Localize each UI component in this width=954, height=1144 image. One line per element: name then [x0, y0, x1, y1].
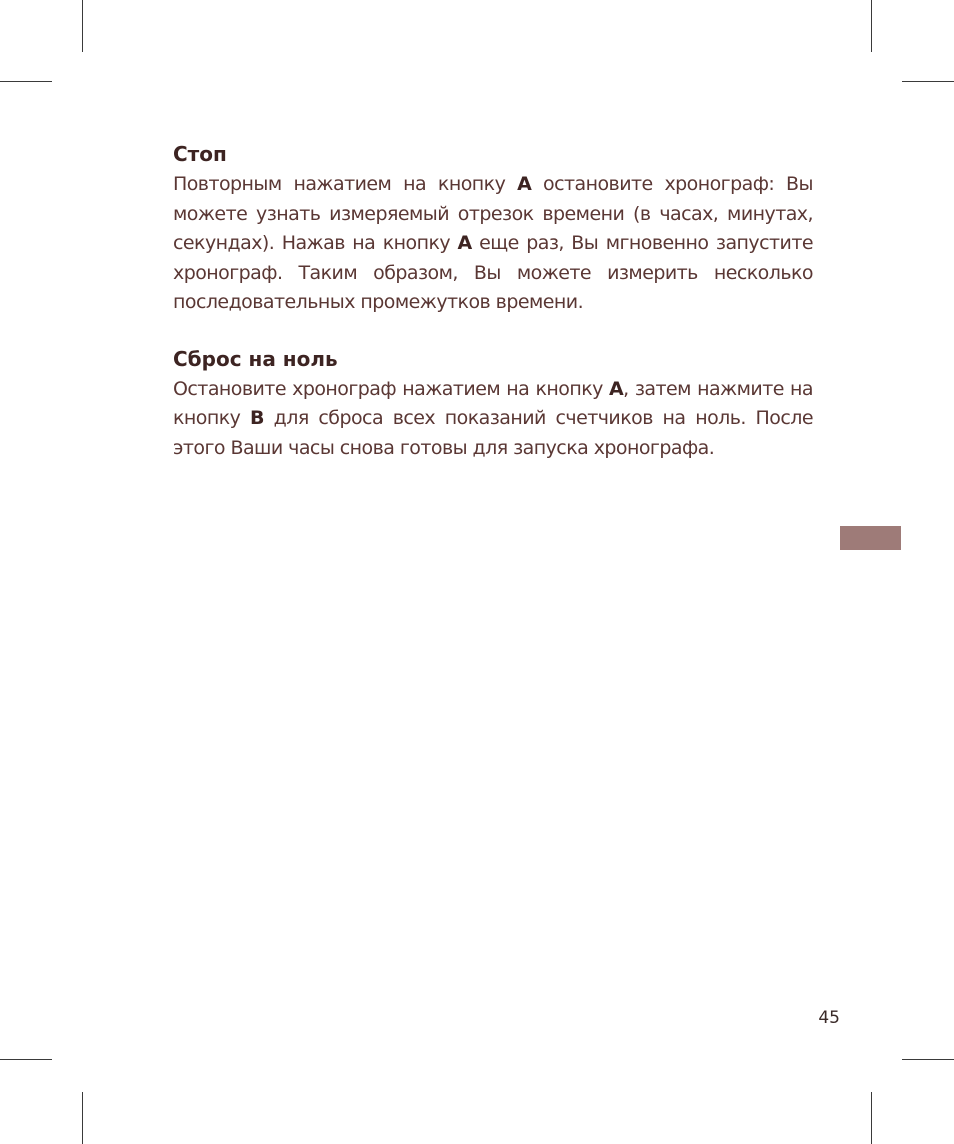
- crop-mark-top-right-horizontal: [902, 81, 954, 82]
- crop-mark-bottom-left-horizontal: [0, 1059, 52, 1060]
- text-run: остановите хронограф: Вы можете узнать измеряемый отрезок времени (в часах, минутах, секундах). Нажав на кнопку: [173, 173, 813, 254]
- section-paragraph: [173, 170, 813, 318]
- text-run: для сброса всех показаний счетчиков на ноль. После этого Ваши часы снова готовы для запуска хронографа.: [173, 407, 813, 459]
- crop-mark-top-right-vertical: [871, 0, 872, 52]
- section-stop: [173, 140, 813, 318]
- section-title: Стоп: [173, 142, 227, 166]
- button-letter: B: [250, 407, 264, 429]
- section-title: Сброс на ноль: [173, 346, 338, 371]
- page-number: 45: [818, 1008, 840, 1028]
- crop-mark-top-left-horizontal: [0, 81, 52, 82]
- button-letter: A: [517, 173, 532, 195]
- crop-mark-bottom-left-vertical: [82, 1092, 83, 1144]
- section-reset: [173, 345, 813, 464]
- section-paragraph: [173, 375, 813, 464]
- button-letter: A: [609, 377, 624, 400]
- text-run: , затем нажмите на кнопку: [173, 377, 813, 429]
- text-run: еще раз, Вы мгновенно запустите хронограф. Таким образом, Вы можете измерить несколько последовательных промежутков времени.: [173, 232, 813, 313]
- crop-mark-top-left-vertical: [82, 0, 83, 52]
- page-content: [173, 140, 813, 463]
- text-run: Остановите хронограф нажатием на кнопку: [173, 377, 609, 400]
- text-run: Повторным нажатием на кнопку: [173, 173, 518, 195]
- crop-mark-bottom-right-vertical: [871, 1092, 872, 1144]
- chapter-tab-marker: [840, 526, 901, 550]
- crop-mark-bottom-right-horizontal: [902, 1059, 954, 1060]
- button-letter: A: [457, 232, 472, 254]
